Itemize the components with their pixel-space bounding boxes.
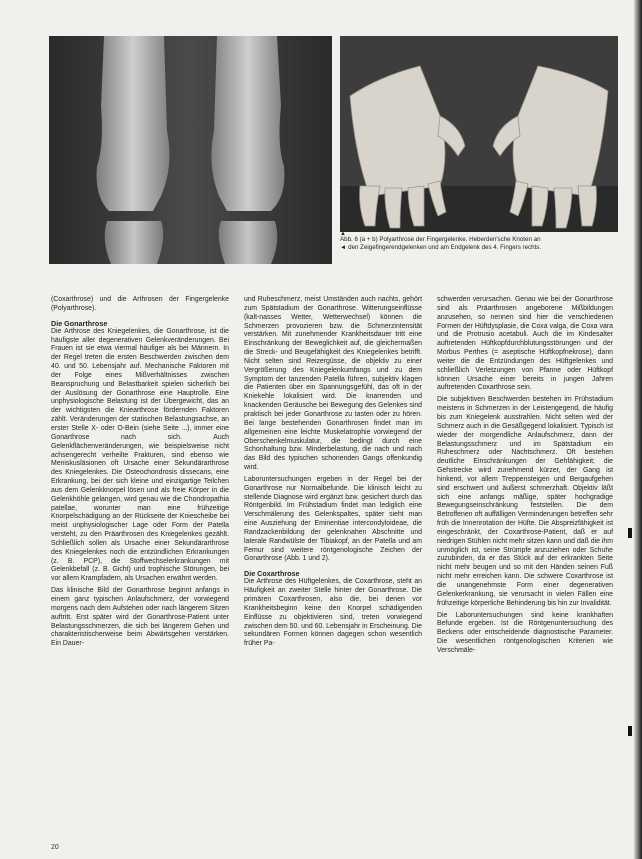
hands-photo-icon: [340, 36, 618, 232]
paragraph: Laboruntersuchungen ergeben in der Regel bei der Gonarthrose nur Normalbefunde. Die klinisch leicht zu stellende Diagnose wird ergänzt bzw. gesichert durch das Röntgenbild. Im Frühstadium findet man lediglich eine Verschmälerung des Gelenkspaltes, später sieht man eine Ausziehung der Eminentiae intercondyloideae, die Randzackenbildung der gelenknahen Abschnitte und laterale Randwülste der Tibiakopf, an der Patella und am Femur sind weitere röntgenologische Zeichen der Gonarthrose (Abb. 1 und 2).: [244, 475, 422, 563]
section-heading-gonarthrose: Die Gonarthrose: [51, 318, 108, 328]
paragraph: Die subjektiven Beschwerden bestehen im Frühstadium meistens in Schmerzen in der Leistengegend, die häufig bis zum Kniegelenk ausstrahlen. Nicht selten wird der Schmerz auch in die Gesäßgegend lokalisiert. Typisch ist wieder der morgendliche Anlaufschmerz, dann der Belastungsschmerz und im Spätstadium ein Ruheschmerz oder Nachtschmerz. Oft bestehen deutliche Einschränkungen der Gehfähigkeit; die Gehstrecke wird zunehmend kürzer, der Gang ist hinkend, vor allem Treppensteigen und Bergaufgehen sind erschwert und äußerst schmerzhaft. Objektiv läßt sich eine anfangs mäßige, später hochgradige Bewegungseinschränkung feststellen. Die dem Betroffenen oft auffälligen Verminderungen betreffen sehr früh die Innenrotation der Hüfte. Die Abspreizfähigkeit ist eingeschränkt, der Coxarthrose-Patient, daß er auf niedrigen Stühlen nicht mehr sitzen kann und daß die ihm unmöglich ist, seine Strümpfe anzuziehen oder Schuhe zuzubinden, da er das Stück auf der erkrankten Seite nicht mehr beugen und so mit den Händen seinen Fuß nicht mehr erreichen kann. Die schwere Coxarthrose ist die unangenehmste Form einer degenerativen Gelenkerkrankung, sie verursacht in vielen Fällen eine frühzeitige körperliche Behinderung bis hin zur Invalidität.: [437, 396, 613, 607]
knee-xray-image: [49, 36, 332, 264]
page-number: 20: [51, 844, 59, 851]
page-edge-shadow: [634, 0, 642, 859]
paragraph: schwerden verursachen. Genau wie bei der Gonarthrose sind als Präarthrosen angeborene Mißbildungen anzusehen, so nennen sind hier die verschiedenen Formen der Hüftdysplasie, die Coxa valga, die Coxa vara und die Protrusio acetabuli. Auch die im Kindesalter auftretenden Hüftkopfdurchblutungsstörungen und der Morbus Perthes (= aseptische Hüftkopfnekrose), dann weiter die die Entzündungen des Hüftgelenkes und schließlich Verletzungen von Pfanne oder Hüftkopf können Ursache einer bereits in jungen Jahren auftretenden Coxarthrose sein.: [437, 296, 613, 392]
paragraph: und Ruheschmerz, meist Umständen auch nachts, gehört zum Spätstadium der Gonarthrose. Witterungseinflüsse (kalt-nasses Wetter, Wetterwechsel) können die Schmerzen provozieren bzw. die Schmerzintensität verstärken. Mit zunehmender Krankheitsdauer tritt eine Einschränkung der Beweglichkeit auf, die gleichermaßen die Streck- und Beugefähigkeit des Kniegelenkes betrifft. Nicht selten sind Reizergüsse, die objektiv zu einer Vergrößerung des Kniegelenkumfangs und zu dem Symptom der tanzenden Patella führen, subjektiv klagen die Patienten über ein Spannungsgefühl, das oft in der Kniekehle lokalisiert wird. Die knarrenden und knackenden Geräusche bei Bewegung des Gelenkes sind praktisch bei jeder Gonarthrose zu tasten oder zu hören. Bei lange bestehenden Gonarthrosen findet man im allgemeinen eine leichte Muskelatrophie vorwiegend der Oberschenkelmuskulatur, die bedingt durch eine Schonhaltung bzw. Minderbelastung, die nach und nach das Bild des typischen schonenden Gangs offenkundig wird.: [244, 296, 422, 472]
edge-mark: [628, 528, 632, 538]
section-heading-coxarthrose: Die Coxarthrose: [244, 569, 300, 579]
hands-photo-image: [340, 36, 618, 232]
paragraph: Das klinische Bild der Gonarthrose beginnt anfangs in einem ganz typischen Anlaufschmerz, der vorwiegend morgens nach dem Aufstehen oder nach längerem Sitzen auftritt. Erst später wird der Gonarthrose-Patient unter Belastungsschmerzen, die sich bei längerem Gehen und charakteristischerweise beim Abwärtsgehen verstärken. Ein Dauer-: [51, 587, 229, 648]
xray-image-icon: [49, 36, 332, 264]
paragraph: (Coxarthrose) und die Arthrosen der Fingergelenke (Polyarthrose).: [51, 296, 229, 312]
text-column-1: [51, 296, 229, 652]
caption-line-1: Abb. 6 (a + b) Polyarthrose der Fingergelenke. Heberden'sche Knoten an: [340, 236, 541, 243]
paragraph: Die Arthrose des Hüftgelenkes, die Coxarthrose, steht an Häufigkeit an zweiter Stelle hinter der Gonarthrose. Die primären Coxarthrosen, also die, bei denen vor Krankheitsbeginn keine den Knorpel schädigenden Einflüsse zu objektivieren sind, treten vorwiegend zwischen dem 50. und 60. Lebensjahr in Erscheinung. Die sekundären Formen können dagegen schon wesentlich früher Pa-: [244, 578, 422, 648]
text-column-3: [437, 296, 613, 659]
arrow-up-icon: ▲: [340, 231, 346, 237]
arrow-left-icon: ◄: [340, 244, 347, 252]
paragraph: Die Laboruntersuchungen sind keine krankhaften Befunde ergeben. Ist die Röntgenuntersuchung des Beckens oder entscheidende diagnostische Parameter. Die wesentlichen röntgenologischen Kriterien wie Verschmäle-: [437, 611, 613, 654]
caption-line-2: den Zeigefingerendgelenken und am Endgelenk des 4. Fingers rechts.: [348, 244, 542, 252]
figure-caption: [340, 231, 620, 253]
edge-mark: [628, 726, 632, 736]
paragraph: Die Arthrose des Kniegelenkes, die Gonarthrose, ist die häufigste aller degenerativen Gelenkveränderungen. Bei Frauen ist sie etwa viermal häufiger als bei Männern. In der Regel treten die ersten Beschwerden zwischen dem 40. und 50. Lebensjahr auf. Mechanische Faktoren mit der Folge eines Mißverhältnisses zwischen Beanspruchung und Belastbarkeit spielen sicherlich bei der Auslösung der Gonarthrose eine Hauptrolle. Eine unphysiologische Belastung ist der Übergewicht, das an der wichtigsten die Kniearthrose fördernden Faktoren zählt. Veränderungen der statischen Belastungsachse, an erster Stelle X- oder O-Bein (siehe Seite ...), immer eine Gonarthrose nach sich. Auch Gelenkflächenveränderungen, wie beispielsweise nicht achsengerecht verheilte Frakturen, sind ebenso wie Meniskusläsionen oft Ursache einer Sekundärarthrose des Kniegelenkes. Die Osteochondrosis dissecans, eine Erkrankung, bei der sich kleine und einzigartige Teilchen aus dem Gelenkknorpel lösen und als freie Körper in die Gelenkhöhle gelangen, wird genau wie die Chondropathia patellae, worunter man eine frühzeitige Knorpelschädigung an der Rückseite der Kniescheibe bei meist unphysiologischer Lage oder Form der Patella versteht, zu den Präarthrosen des Kniegelenkes gezählt. Schließlich sollen als Ursache einer Sekundärarthrose des Kniegelenkes noch die entzündlichen Erkrankungen (z. B. PCP), die Stoffwechselerkrankungen mit Gelenkbefall (z. B. Gicht) und trophische Störungen, bei vor allem Krampfadern, als Ursachen erwähnt werden.: [51, 327, 229, 583]
text-column-2: [244, 296, 422, 652]
